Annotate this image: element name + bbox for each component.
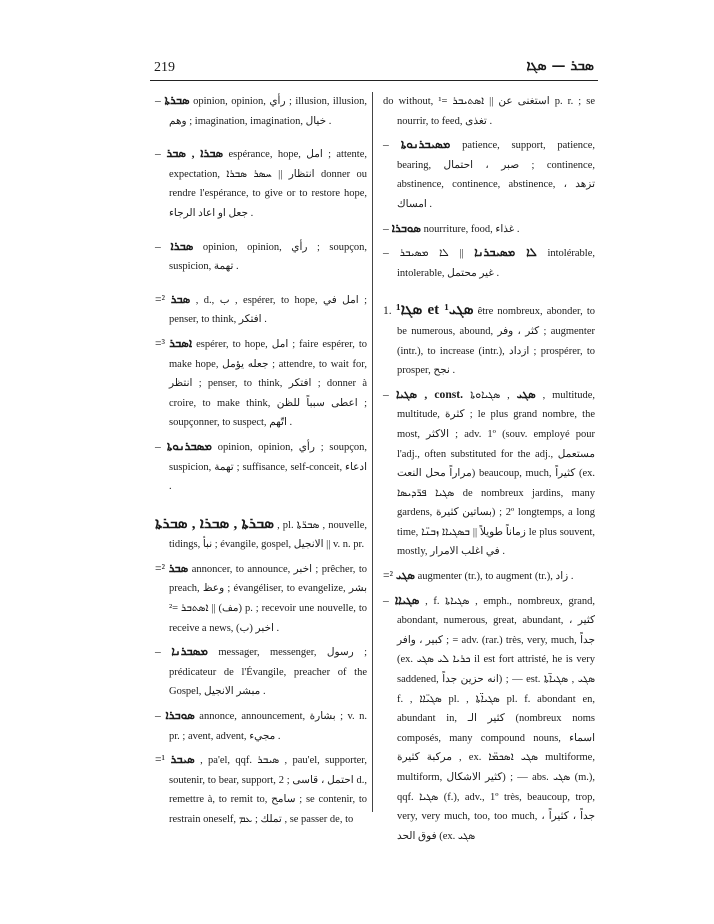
entry-text: patience, support, patience, bearing, صبر ، احتمال ; continence, abstinence, continence, abstinence, تزهد ، امساك . [397, 140, 596, 210]
entry-marker: =¹ [155, 753, 166, 767]
entry-headword: ܡܣܒܪܢܘܬܐ [166, 439, 212, 453]
entry-text: , ܣܓܝܐܘܬܐ , multitude, multitude, كثرة ; le plus grand nombre, the most, الاكثر ; adv. 1º (souv. employé pour l'adj., often substituted for the adj., مستعمل مراراً محل النعت) beaucoup, much, كثيراً (ex. ܣܓܝܐ ܦܪ̈ܕܝܣܐ de nombreux jardins, many gardens, بساتين كثيرة) ; 2º longtemps, a long time, زماناً طويلاً || ܒܣܓܝܐܐ ܙܒܢ̈ܐ le plus souvent, mostly, في اغلب الامرار . [397, 389, 596, 558]
dictionary-entry [383, 386, 595, 562]
entry-text: opinion, opinion, رأي ; illusion, illusion, وهم ; imagination, imagination, خيال . [169, 96, 367, 127]
dictionary-entry [155, 335, 367, 433]
entry-marker: 1. [383, 304, 392, 318]
entry-text: opinion, opinion, رأي ; soupçon, suspicion, تهمة . [169, 241, 367, 273]
header-rule [150, 80, 598, 81]
entry-marker: – [383, 246, 389, 260]
entry-marker: =² [155, 292, 166, 306]
dictionary-entry-main [383, 301, 595, 380]
entry-headword: ܣܘܒܪܐ [165, 709, 195, 723]
entry-marker: =³ [155, 336, 166, 350]
entry-marker: – [155, 645, 161, 659]
entry-headword: ¹ܣܓܐ et ¹ܣܓܝ [396, 302, 474, 319]
entry-text: être nombreux, abonder, to be numerous, abound, كثر ، وفر ; augmenter (intr.), to increase (intr.), ازداد ; prospérer, to prosper, نجح . [397, 306, 596, 377]
dictionary-entry [155, 751, 367, 829]
entry-text: , d., ب , espérer, to hope, امل في ; penser, to think, افتكر . [169, 294, 368, 326]
entry-marker: – [383, 138, 389, 152]
entry-marker: =² [383, 569, 394, 583]
entry-text: augmenter (tr.), to augment (tr.), زاد . [414, 571, 574, 583]
entry-headword: ܣܝܒܪ [170, 753, 195, 767]
entry-text: messager, messenger, رسول ; prédicateur de l'Évangile, preacher of the Gospel, مبشر الانجيل . [169, 647, 367, 698]
dictionary-entry [155, 238, 367, 277]
entry-marker: =² [155, 561, 166, 575]
entry-headword: ܣܒܪܐ [170, 239, 194, 253]
entry-text: annonce, announcement, بشارة ; v. n. pr. ; avent, advent, مجيء . [169, 711, 367, 742]
entry-text: annoncer, to announce, اخبر ; prêcher, to preach, وعظ ; évangéliser, to evangelize, بشر (مف) || ܐܣܬܒܪ =² p. ; recevoir une nouvelle, to receive a news, اخبر (ب) . [169, 563, 368, 634]
entry-headword: ܣܒܪܬܐ [164, 94, 190, 107]
entry-marker: – [383, 221, 389, 235]
entry-text: , f. ܣܓܝܐܬܐ , emph., nombreux, grand, abondant, numerous, great, abundant, كثير ، كبير ، وافر ; = adv. (rar.) très, very, much, جداً (ex. ܟܪܝܐ ܠܝ ܣܓܝ il est fort attristé, he is very saddened, انه حزين جداً) ; — est. ܣܓܝ , ܣܓܝܐ̈ܬܐ f. , ܣܓܝ̈ܐܐ pl. , ܣܓܝܐ̈ܬܐ pl. f. abondant en, abundant in, كثير الـ (nombreux noms composés, many compound nouns, اسماء مركبة كثيرة , ex. ܣܓܝ ܐܣܟܡ̈ܐ multiforme, multiform, كثير الاشكال) ; — abs. ܣܓܝ (m.), qqf. ܣܓܝܐ (f.), adv., 1º très, beaucoup, trop, very, very much, too, too much, جداً ، كثيراً ، فوق الحد (ex. ܣܓܝ [397, 595, 596, 842]
dictionary-entry [155, 145, 367, 223]
entry-marker: – [383, 387, 389, 401]
dictionary-entry [155, 560, 367, 638]
right-column [383, 92, 595, 851]
entry-marker: – [155, 239, 161, 253]
entry-headword: ܣܒܪܬܐ , ܣܒܪܐ , ܣܒܪܬܐ [155, 515, 274, 532]
entry-text: nourriture, food, غذاء . [421, 223, 520, 235]
page-number: 219 [154, 60, 175, 75]
dictionary-entry [155, 438, 367, 497]
dictionary-entry [155, 291, 367, 330]
entry-marker: – [155, 147, 161, 161]
entry-headword: ܣܓܝܐܐ [394, 593, 420, 607]
entry-text: , pl. ܣܒܪ̈ܬܐ , nouvelle, tidings, نبأ ; évangile, gospel, الانجيل || v. n. pr. [169, 519, 367, 551]
running-head: ܣܒܪ — ܣܓܐ [526, 58, 594, 74]
dictionary-entry-main [155, 515, 367, 555]
entry-headword: ܠܐ ܡܣܝܒܪܢܐ [474, 246, 537, 260]
entry-headword: ܣܓܝܐ , const. ܣܓܝ [395, 387, 536, 401]
entry-text: espérer, to hope, امل ; faire espérer, to make hope, جعله يؤمل ; attendre, to wait for, انتظر ; penser, to think, افتكر ; donner à croire, to make think, اعطى سبباً للظن ; soupçonner, to suspect, اتّهم . [169, 338, 367, 429]
entry-headword: ܐܣܒܪ [169, 336, 193, 350]
entry-marker: – [155, 94, 161, 107]
dictionary-entry [155, 707, 367, 746]
entry-text: , pa'el, qqf. ܣܝܒܪ , pau'el, supporter, soutenir, to bear, support, احتمل ، قاسى ; 2 d., remettre à, to remit to, سامح ; se contenir, to restrain oneself, تملك ; ܥܡ , se passer de, to [169, 755, 367, 825]
dictionary-entry [383, 244, 595, 283]
entry-headword: ܣܒܪ [168, 561, 189, 575]
dictionary-entry [155, 92, 367, 131]
entry-marker: – [155, 709, 161, 723]
entry-headword: ܣܒܪܐ , ܣܒܪ [166, 147, 224, 161]
entry-marker: – [383, 593, 389, 607]
column-divider [372, 92, 373, 812]
page-header [150, 58, 598, 78]
entry-headword: ܣܘܒܪܐ [391, 221, 422, 235]
entry-marker: – [155, 439, 161, 453]
entry-text: opinion, opinion, رأي ; soupçon, suspicion, تهمة ; suffisance, self-conceit, ادعاء . [169, 441, 368, 493]
entry-text: do without, استغنى عن || ܐܣܬܝܒܪ =¹ p. r. ; se nourrir, to feed, تغذى . [383, 96, 595, 127]
entry-headword: ܣܓܝ [395, 569, 415, 583]
entry-headword: ܡܣܝܒܪܢܘܬܐ [400, 138, 451, 152]
entry-headword: ܡܣܒܪܢܐ [171, 645, 209, 659]
dictionary-entry [383, 592, 595, 847]
entry-headword: ܣܒܪ [170, 292, 191, 306]
entry-text: espérance, hope, امل ; attente, expectation, انتظار || ܚܣܪ ܣܒܪܐ donner ou rendre l'espérance, to give or to restore hope, جعل او اعاد الرجاء . [169, 149, 368, 219]
dictionary-entry [383, 220, 595, 240]
left-column [155, 92, 367, 835]
dictionary-entry [155, 643, 367, 702]
dictionary-entry [383, 136, 595, 214]
dictionary-entry [383, 92, 595, 131]
dictionary-entry [383, 567, 595, 587]
entry-text: || ܠܐ ܡܣܝܒܪ intolérable, intolerable, غير محتمل . [397, 248, 595, 279]
